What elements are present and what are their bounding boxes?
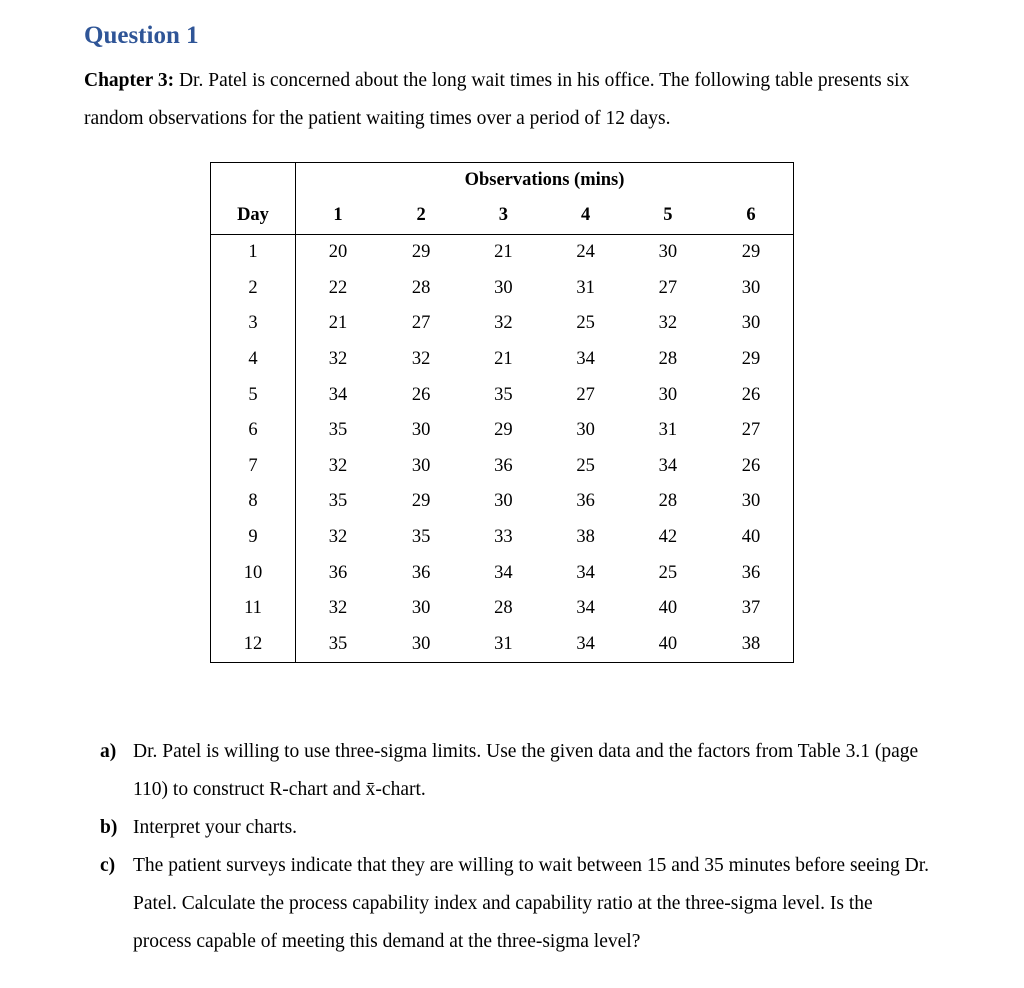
observation-cell: 30 [494, 491, 513, 512]
observation-cell: 32 [328, 349, 348, 370]
obs-column-header: 6 [709, 197, 794, 235]
observation-cell: 38 [576, 527, 595, 548]
observation-cell: 36 [411, 562, 431, 583]
question-heading: Question 1 [84, 22, 199, 49]
table-row [211, 484, 794, 520]
observation-cell: 34 [658, 455, 678, 476]
day-cell: 2 [211, 271, 296, 307]
chapter-label: Chapter 3: [84, 70, 175, 91]
observation-cell: 21 [328, 313, 348, 334]
question-item-a [100, 733, 930, 809]
observation-cell: 30 [411, 420, 431, 441]
day-cell: 9 [211, 520, 296, 556]
question-list [100, 733, 930, 961]
observation-cell: 30 [411, 633, 431, 654]
empty-header-cell [211, 163, 296, 198]
observation-cell: 31 [576, 277, 595, 298]
question-text: Interpret your charts. [133, 817, 298, 838]
question-letter: c) [100, 855, 116, 876]
day-cell: 5 [211, 377, 296, 413]
observation-cell: 27 [576, 384, 595, 405]
observation-cell: 28 [411, 277, 431, 298]
observation-cell: 29 [411, 242, 431, 263]
intro-text: Dr. Patel is concerned about the long wait times in his office. The following table presents six random observations for the patient waiting times over a period of 12 days. [84, 70, 910, 129]
observation-cell: 32 [328, 598, 348, 619]
observation-cell: 35 [411, 527, 431, 548]
day-cell: 4 [211, 342, 296, 378]
observation-cell: 30 [741, 277, 761, 298]
observation-cell: 30 [411, 455, 431, 476]
day-cell: 1 [211, 235, 296, 271]
observation-cell: 30 [576, 420, 595, 441]
day-cell: 7 [211, 449, 296, 485]
question-letter: a) [100, 741, 117, 762]
observation-cell: 32 [328, 527, 348, 548]
observation-cell: 32 [411, 349, 431, 370]
observation-cell: 24 [576, 242, 595, 263]
obs-column-header: 2 [380, 197, 462, 235]
table-group-header-row [211, 163, 794, 198]
day-cell: 12 [211, 627, 296, 663]
observation-cell: 34 [494, 562, 513, 583]
observation-cell: 29 [411, 491, 431, 512]
observation-cell: 35 [494, 384, 513, 405]
observation-cell: 26 [741, 455, 761, 476]
observation-cell: 31 [658, 420, 678, 441]
table-row [211, 306, 794, 342]
obs-column-header: 1 [296, 197, 380, 235]
question-item-c [100, 847, 930, 961]
observation-cell: 40 [741, 527, 761, 548]
question-item-b [100, 809, 930, 847]
question-text: Dr. Patel is willing to use three-sigma limits. Use the given data and the factors from Table 3.1 (page 110) to construct R-chart and x̄-chart. [133, 741, 919, 800]
table-row [211, 627, 794, 663]
observation-cell: 20 [328, 242, 348, 263]
day-cell: 6 [211, 413, 296, 449]
observation-cell: 42 [658, 527, 678, 548]
day-cell: 8 [211, 484, 296, 520]
observation-cell: 30 [494, 277, 513, 298]
observation-cell: 25 [658, 562, 678, 583]
observation-cell: 26 [411, 384, 431, 405]
observation-cell: 34 [576, 349, 595, 370]
observation-cell: 21 [494, 349, 513, 370]
day-cell: 11 [211, 591, 296, 627]
table-row [211, 377, 794, 413]
observation-cell: 22 [328, 277, 348, 298]
observation-cell: 28 [658, 491, 678, 512]
observation-cell: 35 [328, 491, 348, 512]
observation-cell: 36 [576, 491, 595, 512]
observation-cell: 35 [328, 420, 348, 441]
table-row [211, 271, 794, 307]
observation-cell: 27 [741, 420, 761, 441]
table-row [211, 555, 794, 591]
observations-group-header: Observations (mins) [464, 169, 625, 190]
day-column-header: Day [211, 197, 296, 235]
table-row [211, 449, 794, 485]
table-row [211, 342, 794, 378]
observation-cell: 40 [658, 633, 678, 654]
observation-cell: 30 [658, 384, 678, 405]
observation-cell: 36 [328, 562, 348, 583]
question-letter: b) [100, 817, 118, 838]
observation-cell: 25 [576, 313, 595, 334]
observation-cell: 37 [741, 598, 761, 619]
obs-column-header: 3 [462, 197, 544, 235]
observation-cell: 40 [658, 598, 678, 619]
table-row [211, 520, 794, 556]
observation-cell: 32 [328, 455, 348, 476]
obs-column-header: 5 [627, 197, 709, 235]
obs-column-header: 4 [544, 197, 626, 235]
observation-cell: 26 [741, 384, 761, 405]
question-text: The patient surveys indicate that they are willing to wait between 15 and 35 minutes before seeing Dr. Patel. Calculate the process capability index and capability ratio at the three-sigma level. Is the process capable of meeting this demand at the three-sigma level? [133, 855, 930, 952]
observation-cell: 21 [494, 242, 513, 263]
observation-cell: 32 [494, 313, 513, 334]
observation-cell: 28 [494, 598, 513, 619]
observation-cell: 34 [328, 384, 348, 405]
observation-cell: 28 [658, 349, 678, 370]
day-cell: 10 [211, 555, 296, 591]
table-column-header-row [211, 197, 794, 235]
observation-cell: 25 [576, 455, 595, 476]
observation-cell: 31 [494, 633, 513, 654]
observation-cell: 30 [411, 598, 431, 619]
day-cell: 3 [211, 306, 296, 342]
observation-cell: 34 [576, 562, 595, 583]
observation-cell: 27 [658, 277, 678, 298]
observation-cell: 35 [328, 633, 348, 654]
observation-cell: 27 [411, 313, 431, 334]
observation-cell: 29 [741, 242, 761, 263]
table-row [211, 591, 794, 627]
observation-cell: 34 [576, 598, 595, 619]
observation-cell: 36 [741, 562, 761, 583]
observations-table [210, 162, 794, 663]
observation-cell: 36 [494, 455, 513, 476]
observation-cell: 29 [494, 420, 513, 441]
observation-cell: 32 [658, 313, 678, 334]
observation-cell: 30 [658, 242, 678, 263]
intro-paragraph [84, 62, 934, 138]
table-body [211, 235, 794, 663]
observation-cell: 38 [741, 633, 761, 654]
observation-cell: 34 [576, 633, 595, 654]
observation-cell: 29 [741, 349, 761, 370]
table-row [211, 413, 794, 449]
table-row [211, 235, 794, 271]
observation-cell: 30 [741, 313, 761, 334]
observation-cell: 33 [494, 527, 513, 548]
observation-cell: 30 [741, 491, 761, 512]
